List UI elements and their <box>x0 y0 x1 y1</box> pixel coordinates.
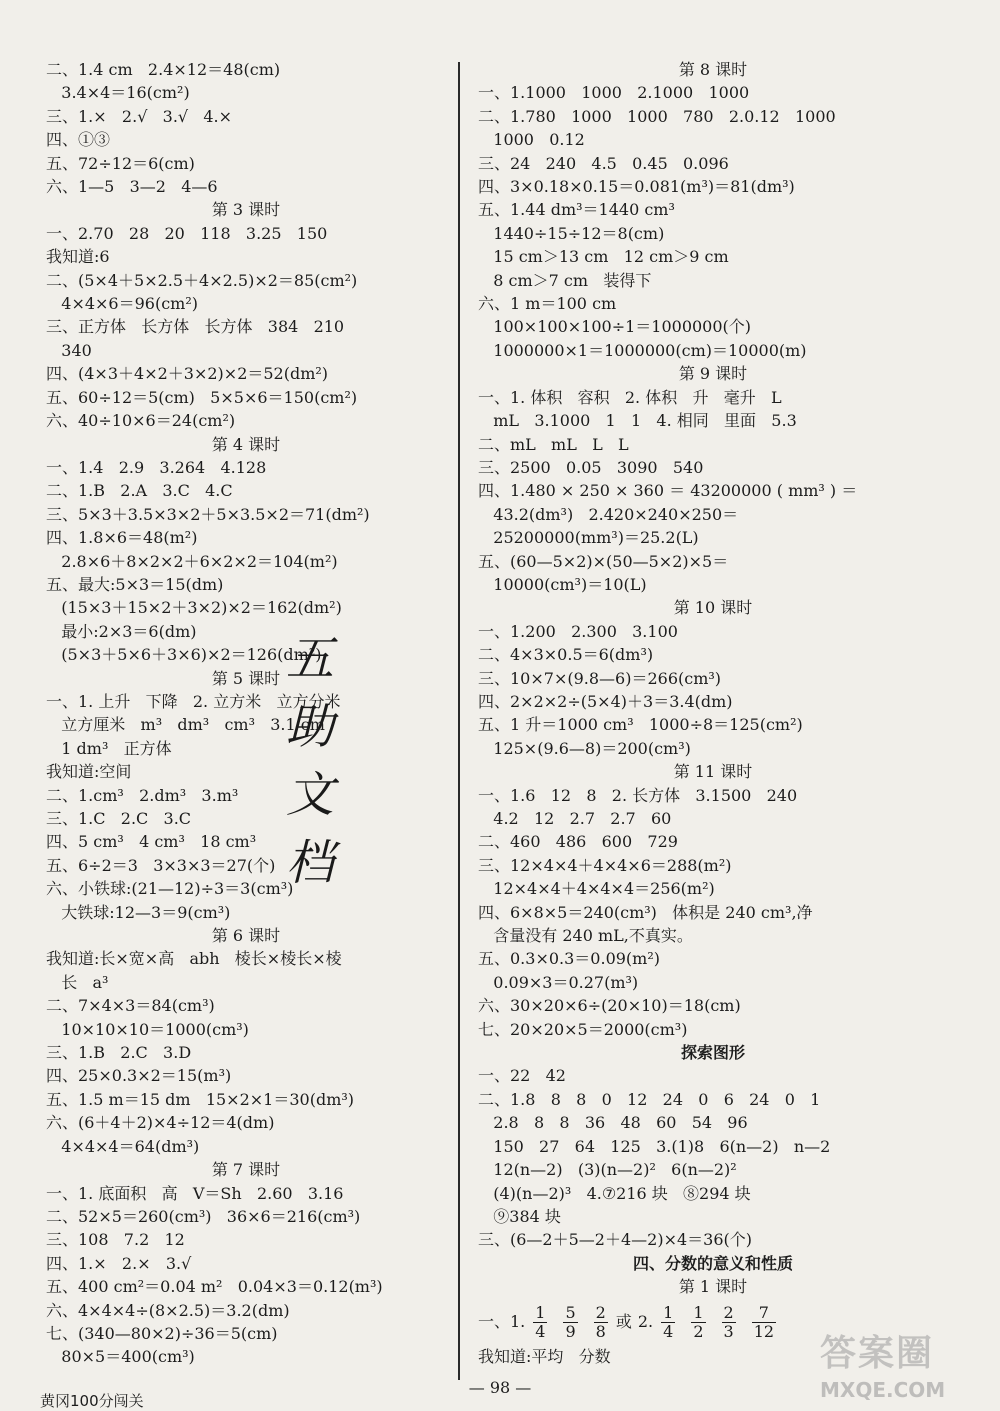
answer-line: 五、1.5 m＝15 dm 15×2×1＝30(dm³) <box>46 1089 355 1109</box>
answer-line: 六、(6＋4＋2)×4÷12＝4(dm) <box>46 1113 275 1133</box>
handwritten-char: 五 <box>285 631 334 687</box>
answer-line: 三、正方体 长方体 长方体 384 210 <box>46 317 345 337</box>
section-heading: 第 3 课时 <box>211 200 281 220</box>
fraction-numerator: 2 <box>723 1302 734 1322</box>
fraction-numerator: 5 <box>565 1302 576 1322</box>
answer-line: 七、20×20×5＝2000(cm³) <box>478 1019 688 1039</box>
handwritten-char: 文 <box>285 767 334 823</box>
answer-line: 我知道:6 <box>46 247 110 267</box>
answer-line: 二、1.780 1000 1000 780 2.0.12 1000 <box>478 106 836 126</box>
fraction-question-label: 2. <box>637 1311 654 1331</box>
handwritten-char: 助 <box>285 699 334 755</box>
answer-line: 43.2(dm³) 2.420×240×250＝ <box>478 504 739 524</box>
answer-line: 六、1—5 3—2 4—6 <box>46 177 218 197</box>
handwritten-mark <box>270 625 350 897</box>
answer-line: 三、24 240 4.5 0.45 0.096 <box>478 153 729 173</box>
section-heading: 第 1 课时 <box>678 1277 748 1297</box>
fraction-denominator: 2 <box>693 1321 704 1341</box>
watermark-text: 答案圈 <box>820 1333 935 1374</box>
section-heading: 探索图形 <box>680 1043 745 1063</box>
answer-line: 四、6×8×5＝240(cm³) 体积是 240 cm³,净 <box>478 902 813 922</box>
section-heading: 第 8 课时 <box>678 60 748 79</box>
answer-line: 三、2500 0.05 3090 540 <box>478 457 704 477</box>
answer-line: 五、6÷2＝3 3×3×3＝27(个) <box>46 855 276 875</box>
fraction-numerator: 7 <box>752 1304 776 1323</box>
answer-line: 80×5＝400(cm³) <box>46 1347 195 1367</box>
fraction-numerator: 1 <box>535 1302 546 1322</box>
footer-brand: 黄冈100分闯关 <box>40 1392 144 1410</box>
fraction-denominator: 3 <box>723 1321 734 1341</box>
fraction <box>691 1304 705 1341</box>
fraction-line-prefix: 一、1. <box>478 1311 526 1331</box>
answer-line: 我知道:空间 <box>46 762 132 782</box>
answer-line: mL 3.1000 1 1 4. 相同 里面 5.3 <box>478 411 797 431</box>
answer-line: 含量没有 240 mL,不真实。 <box>478 926 693 946</box>
answer-line: 四、2×2×2÷(5×4)＋3＝3.4(dm) <box>478 691 733 711</box>
answer-line: 2.8×6＋8×2×2＋6×2×2＝104(m²) <box>46 551 338 571</box>
answer-line: 四、1.× 2.× 3.√ <box>46 1253 192 1273</box>
answer-line: 10×10×10＝1000(cm³) <box>46 1019 249 1039</box>
answer-line: 三、1.B 2.C 3.D <box>46 1043 192 1063</box>
answer-line: 七、(340—80×2)÷36＝5(cm) <box>46 1323 278 1343</box>
answer-line: 我知道:长×宽×高 abh 棱长×棱长×棱 <box>46 949 342 969</box>
section-heading: 第 6 课时 <box>211 926 281 946</box>
answer-line: 100×100×100÷1＝1000000(个) <box>478 317 752 337</box>
answer-line: 五、(60—5×2)×(50—5×2)×5＝ <box>478 551 729 571</box>
answer-line: 二、1.8 8 8 0 12 24 0 6 24 0 1 <box>478 1089 821 1109</box>
answer-line: 125×(9.6—8)＝200(cm³) <box>478 738 691 758</box>
answer-line: 五、0.3×0.3＝0.09(m²) <box>478 949 660 969</box>
answer-line: 12×4×4＋4×4×4＝256(m²) <box>478 879 715 899</box>
answer-line: (15×3＋15×2＋3×2)×2＝162(dm²) <box>46 598 342 618</box>
answer-line: 一、1.4 2.9 3.264 4.128 <box>46 457 267 477</box>
watermark-logo <box>820 1325 990 1405</box>
answer-line: 二、52×5＝260(cm³) 36×6＝216(cm³) <box>46 1206 361 1226</box>
fraction-numerator: 1 <box>663 1302 674 1322</box>
section-heading: 四、分数的意义和性质 <box>632 1253 793 1273</box>
answer-line: 五、最大:5×3＝15(dm) <box>46 574 224 594</box>
answer-line: (5×3＋5×6＋3×6)×2＝126(dm²) <box>46 645 322 665</box>
answer-line: 六、4×4×4÷(8×2.5)＝3.2(dm) <box>46 1300 290 1320</box>
fraction-connector: 或 <box>615 1311 632 1331</box>
answer-line: 最小:2×3＝6(dm) <box>46 621 197 641</box>
answer-line: 10000(cm³)＝10(L) <box>478 574 647 594</box>
page-number: — 98 — <box>468 1378 532 1397</box>
answer-line: 三、(6—2＋5—2＋4—2)×4＝36(个) <box>478 1230 752 1250</box>
fraction-numerator: 2 <box>595 1302 606 1322</box>
fraction-numerator: 1 <box>693 1302 704 1322</box>
fraction <box>752 1304 776 1341</box>
answer-line: 二、4×3×0.5＝6(dm³) <box>478 645 654 665</box>
section-heading: 第 11 课时 <box>673 762 753 782</box>
answer-line: 0.09×3＝0.27(m³) <box>478 972 639 992</box>
answer-line: 一、1.200 2.300 3.100 <box>478 621 678 641</box>
answer-line: 2.8 8 8 36 48 60 54 96 <box>478 1113 748 1133</box>
answer-line: 三、108 7.2 12 <box>46 1230 185 1250</box>
answer-line: 一、1. 上升 下降 2. 立方米 立方分米 <box>46 691 341 711</box>
answer-line: 六、30×20×6÷(20×10)＝18(cm) <box>478 996 741 1016</box>
answer-line: 六、1 m＝100 cm <box>478 294 617 314</box>
answer-line: 25200000(mm³)＝25.2(L) <box>478 528 699 548</box>
section-heading: 第 4 课时 <box>211 434 281 454</box>
answer-line: 1000000×1＝1000000(cm)＝10000(m) <box>478 340 807 360</box>
answer-line: 4×4×6＝96(cm²) <box>46 294 199 314</box>
answer-line: 二、1.cm³ 2.dm³ 3.m³ <box>46 785 239 805</box>
fraction-denominator: 4 <box>535 1321 546 1341</box>
answer-line: 我知道:平均 分数 <box>478 1346 611 1366</box>
left-column <box>46 58 446 1369</box>
answer-line: 四、①③ <box>46 130 111 150</box>
fraction <box>722 1304 736 1341</box>
answer-line: 六、40÷10×6＝24(cm²) <box>46 411 236 431</box>
answer-line: ⑨384 块 <box>478 1206 561 1226</box>
section-heading: 第 10 课时 <box>673 598 753 618</box>
answer-line: 四、5 cm³ 4 cm³ 18 cm³ <box>46 832 257 852</box>
answer-line: 二、mL mL L L <box>478 434 629 454</box>
fraction <box>563 1304 577 1341</box>
answer-line: 四、(4×3＋4×2＋3×2)×2＝52(dm²) <box>46 364 329 384</box>
section-heading: 第 7 课时 <box>211 1160 281 1180</box>
section-heading: 第 9 课时 <box>678 364 748 384</box>
answer-line: 一、22 42 <box>478 1066 566 1086</box>
section-heading: 第 5 课时 <box>211 668 281 688</box>
fraction <box>661 1304 675 1341</box>
fraction-denominator: 4 <box>663 1321 674 1341</box>
answer-line: 4×4×4＝64(dm³) <box>46 1136 200 1156</box>
watermark-url: MXQE.COM <box>820 1378 946 1402</box>
fraction-denominator: 12 <box>753 1321 775 1341</box>
answer-line: 二、1.B 2.A 3.C 4.C <box>46 481 233 501</box>
answer-line: 三、1.C 2.C 3.C <box>46 809 192 828</box>
answer-line: 五、60÷12＝5(cm) 5×5×6＝150(cm²) <box>46 387 358 407</box>
answer-line: 长 a³ <box>46 972 109 992</box>
answer-line: 四、1.8×6＝48(m²) <box>46 528 198 548</box>
answer-line: 二、7×4×3＝84(cm³) <box>46 996 215 1016</box>
answer-line: 150 27 64 125 3.(1)8 6(n—2) n—2 <box>478 1136 831 1156</box>
answer-line: 四、3×0.18×0.15＝0.081(m³)＝81(dm³) <box>478 177 795 197</box>
answer-line: 三、10×7×(9.8—6)＝266(cm³) <box>478 668 722 688</box>
answer-line: 四、1.480 × 250 × 360 ＝ 43200000 ( mm³ ) ＝ <box>478 481 858 501</box>
answer-line: 三、5×3＋3.5×3×2＋5×3.5×2＝71(dm²) <box>46 504 370 524</box>
answer-line: 一、1.1000 1000 2.1000 1000 <box>478 83 750 103</box>
answer-line: 三、12×4×4＋4×4×6＝288(m²) <box>478 855 732 875</box>
answer-line: 一、1.6 12 8 2. 长方体 3.1500 240 <box>478 785 798 805</box>
fraction-denominator: 8 <box>595 1321 606 1341</box>
fraction <box>594 1304 608 1341</box>
answer-line: 一、1. 底面积 高 V＝Sh 2.60 3.16 <box>46 1183 344 1203</box>
answer-line: 五、1.44 dm³＝1440 cm³ <box>478 200 675 220</box>
answer-line: (4)(n—2)³ 4.⑦216 块 ⑧294 块 <box>478 1183 751 1203</box>
answer-line: 一、2.70 28 20 118 3.25 150 <box>46 223 328 243</box>
answer-line: 大铁球:12—3＝9(cm³) <box>46 902 231 922</box>
answer-line: 15 cm＞13 cm 12 cm＞9 cm <box>478 247 729 267</box>
column-divider <box>458 62 460 1380</box>
answer-line: 1 dm³ 正方体 <box>46 738 172 758</box>
answer-line: 一、1. 体积 容积 2. 体积 升 毫升 L <box>478 387 782 407</box>
answer-line: 8 cm＞7 cm 装得下 <box>478 270 652 290</box>
answer-line: 12(n—2) (3)(n—2)² 6(n—2)² <box>478 1160 737 1180</box>
answer-line: 二、(5×4＋5×2.5＋4×2.5)×2＝85(cm²) <box>46 270 358 290</box>
answer-line: 4.2 12 2.7 2.7 60 <box>478 809 672 828</box>
answer-line: 四、25×0.3×2＝15(m³) <box>46 1066 232 1086</box>
answer-line: 1440÷15÷12＝8(cm) <box>478 223 665 243</box>
answer-line: 1000 0.12 <box>478 130 585 150</box>
answer-line: 五、400 cm²＝0.04 m² 0.04×3＝0.12(m³) <box>46 1277 383 1297</box>
answer-line: 3.4×4＝16(cm²) <box>46 83 190 103</box>
fraction-denominator: 9 <box>565 1321 576 1341</box>
answer-line: 三、1.× 2.√ 3.√ 4.× <box>46 106 233 126</box>
answer-line: 二、460 486 600 729 <box>478 832 678 852</box>
answer-line: 五、72÷12＝6(cm) <box>46 153 195 173</box>
handwritten-char: 档 <box>285 835 334 891</box>
fraction <box>533 1304 547 1341</box>
answer-line: 二、1.4 cm 2.4×12＝48(cm) <box>46 60 281 79</box>
answer-line: 340 <box>46 340 92 360</box>
answer-line: 立方厘米 m³ dm³ cm³ 3.1 cm <box>46 715 325 735</box>
answer-line: 五、1 升＝1000 cm³ 1000÷8＝125(cm²) <box>478 715 803 735</box>
answer-line: 六、小铁球:(21—12)÷3＝3(cm³) <box>46 879 294 899</box>
right-column <box>478 58 948 1368</box>
